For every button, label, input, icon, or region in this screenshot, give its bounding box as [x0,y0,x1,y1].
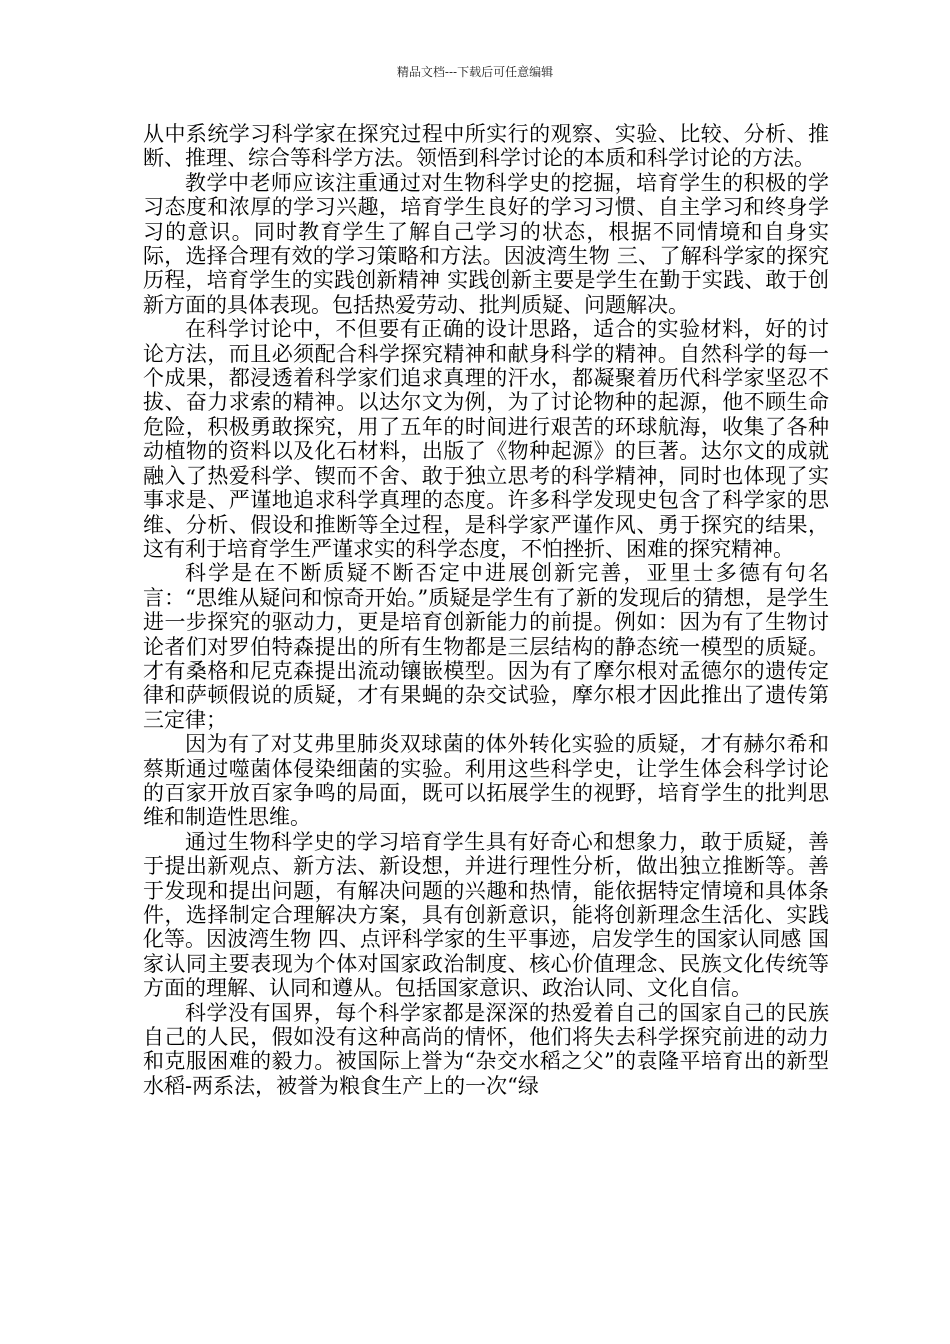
paragraph-3: 在科学讨论中，不但要有正确的设计思路，适合的实验材料，好的讨论方法，而且必须配合科学探究精神和献身科学的精神。自然科学的每一个成果，都浸透着科学家们追求真理的汗水，都凝聚着历代科学家坚忍不拔、奋力求索的精神。以达尔文为例，为了讨论物种的起源，他不顾生命危险，积极勇敢探究，用了五年的时间进行艰苦的环球航海，收集了各种动植物的资料以及化石材料，出版了《物种起源》的巨著。达尔文的成就融入了热爱科学、锲而不舍、敢于独立思考的科学精神，同时也体现了实事求是、严谨地追求科学真理的态度。许多科学发现史包含了科学家的思维、分析、假设和推断等全过程，是科学家严谨作风、勇于探究的结果，这有利于培育学生严谨求实的科学态度，不怕挫折、困难的探究精神。 [143,317,829,561]
document-body [143,122,829,1098]
paragraph-2: 教学中老师应该注重通过对生物科学史的挖掘，培育学生的积极的学习态度和浓厚的学习兴趣，培育学生良好的学习习惯、自主学习和终身学习的意识。同时教育学生了解自己学习的状态，根据不同情境和自身实际，选择合理有效的学习策略和方法。因波湾生物 三、了解科学家的探究历程，培育学生的实践创新精神 实践创新主要是学生在勤于实践、敢于创新方面的具体表现。包括热爱劳动、批判质疑、问题解决。 [143,170,829,317]
paragraph-4: 科学是在不断质疑不断否定中进展创新完善，亚里士多德有句名言：“思维从疑问和惊奇开始。”质疑是学生有了新的发现后的猜想，是学生进一步探究的驱动力，更是培育创新能力的前提。例如：因为有了生物讨论者们对罗伯特森提出的所有生物都是三层结构的静态统一模型的质疑。才有桑格和尼克森提出流动镶嵌模型。因为有了摩尔根对孟德尔的遗传定律和萨顿假说的质疑，才有果蝇的杂交试验，摩尔根才因此推出了遗传第三定律； [143,561,829,732]
page-header: 精品文档---下载后可任意编辑 [396,65,554,79]
paragraph-6: 通过生物科学史的学习培育学生具有好奇心和想象力，敢于质疑，善于提出新观点、新方法、新设想，并进行理性分析，做出独立推断等。善于发现和提出问题，有解决问题的兴趣和热情，能依据特定情境和具体条件，选择制定合理解决方案，具有创新意识，能将创新理念生活化、实践化等。因波湾生物 四、点评科学家的生平事迹，启发学生的国家认同感 国家认同主要表现为个体对国家政治制度、核心价值理念、民族文化传统等方面的理解、认同和遵从。包括国家意识、政治认同、文化自信。 [143,829,829,1001]
paragraph-7: 科学没有国界，每个科学家都是深深的热爱着自己的国家自己的民族自己的人民，假如没有这种高尚的情怀，他们将失去科学探究前进的动力和克服困难的毅力。被国际上誉为“杂交水稻之父”的袁隆平培育出的新型水稻-两系法，被誉为粮食生产上的一次“绿 [143,1000,829,1098]
paragraph-5: 因为有了对艾弗里肺炎双球菌的体外转化实验的质疑，才有赫尔希和蔡斯通过噬菌体侵染细菌的实验。利用这些科学史，让学生体会科学讨论的百家开放百家争鸣的局面，既可以拓展学生的视野，培育学生的批判思维和制造性思维。 [143,732,829,830]
paragraph-1: 从中系统学习科学家在探究过程中所实行的观察、实验、比较、分析、推断、推理、综合等科学方法。领悟到科学讨论的本质和科学讨论的方法。 [143,122,829,171]
